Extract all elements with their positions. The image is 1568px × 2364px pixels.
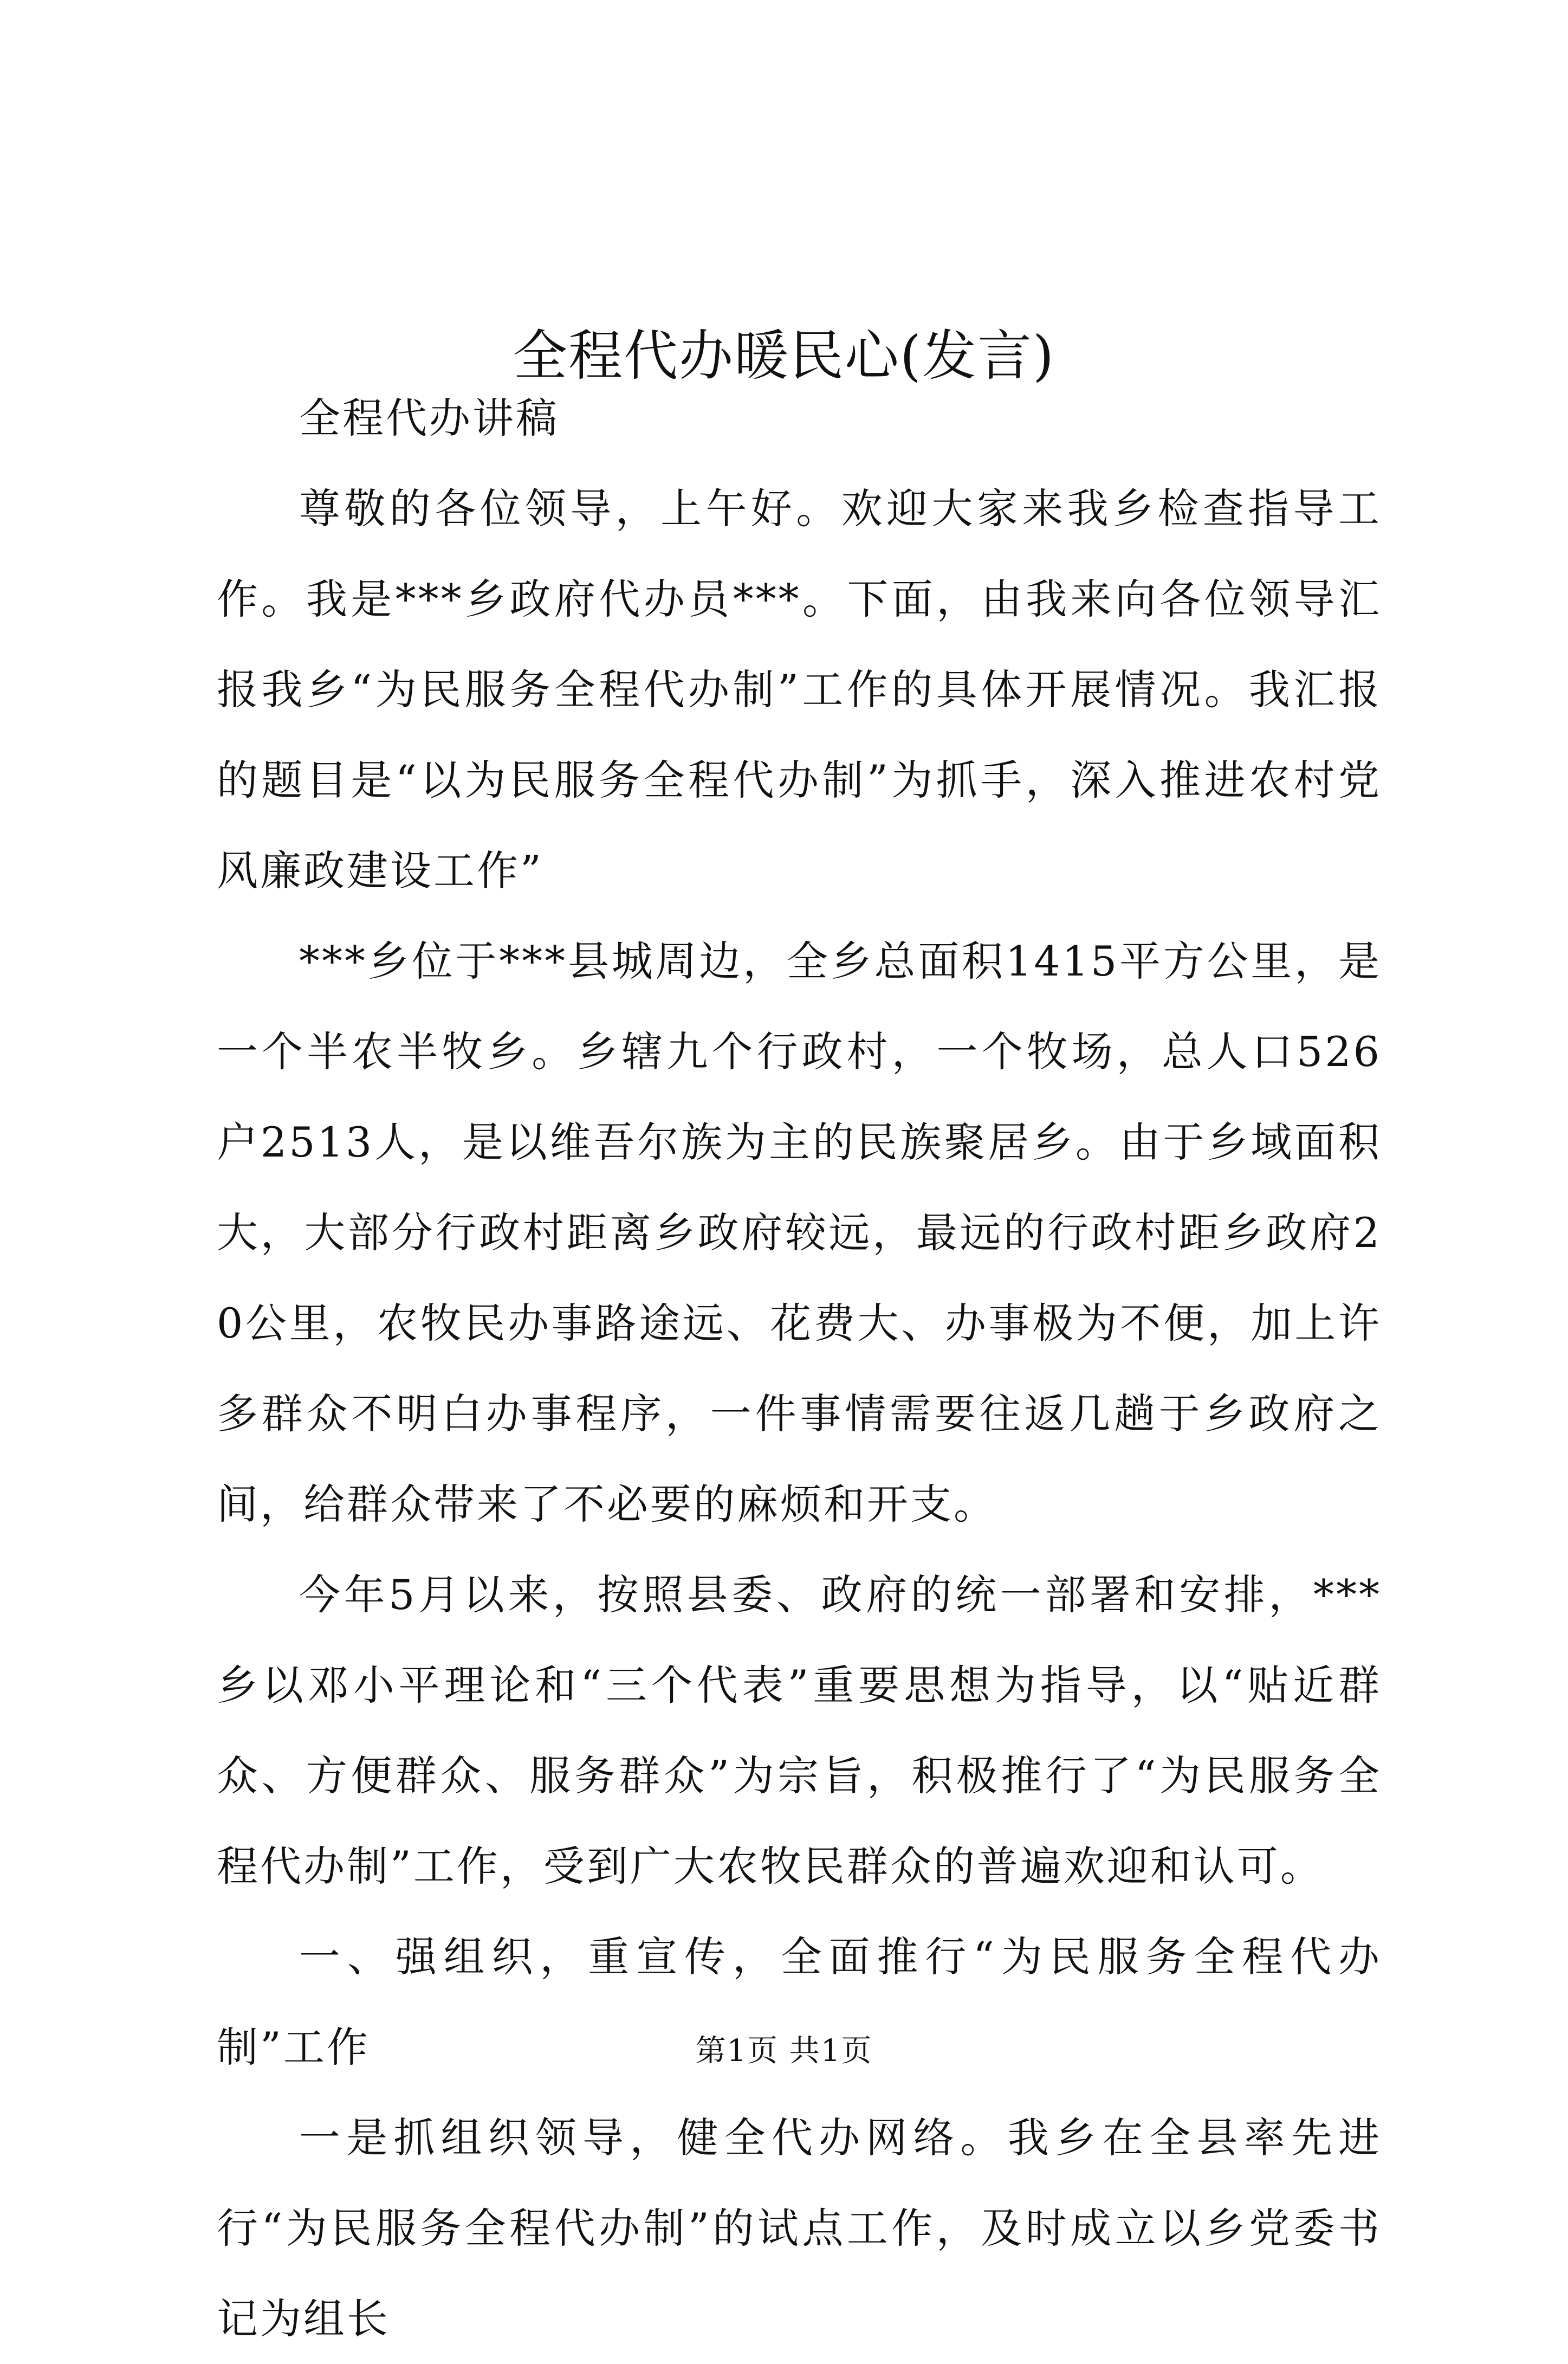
paragraph-section-content: 一是抓组织领导，健全代办网络。我乡在全县率先进行“为民服务全程代办制”的试点工作，及时成立以乡党委书记为组长 (217, 2114, 1382, 2343)
paragraph-greeting: 尊敬的各位领导，上午好。欢迎大家来我乡检查指导工作。我是***乡政府代办员***。下面，由我来向各位领导汇报我乡“为民服务全程代办制”工作的具体开展情况。我汇报的题目是“以为民服务全程代办制”为抓手，深入推进农村党风廉政建设工作” (217, 485, 1382, 895)
paragraph-overview: ***乡位于***县城周边，全乡总面积1415平方公里，是一个半农半牧乡。乡辖九个行政村，一个牧场，总人口526户2513人，是以维吾尔族为主的民族聚居乡。由于乡域面积大，大部分行政村距离乡政府较远，最远的行政村距乡政府20公里，农牧民办事路途远、花费大、办事极为不便，加上许多群众不明白办事程序，一件事情需要往返几趟于乡政府之间，给群众带来了不必要的麻烦和开支。 (217, 937, 1382, 1528)
paragraph-section-heading: 一、强组织，重宣传，全面推行“为民服务全程代办制”工作 (217, 1933, 1382, 2071)
paragraph-subtitle: 全程代办讲稿 (299, 394, 559, 442)
paragraph-background: 今年5月以来，按照县委、政府的统一部署和安排，***乡以邓小平理论和“三个代表”重要思想为指导，以“贴近群众、方便群众、服务群众”为宗旨，积极推行了“为民服务全程代办制”工作，受到广大农牧民群众的普遍欢迎和认可。 (217, 1571, 1382, 1890)
page-footer: 第1页 共1页 (695, 2033, 873, 2069)
document-title: 全程代办暖民心(发言) (513, 324, 1055, 387)
